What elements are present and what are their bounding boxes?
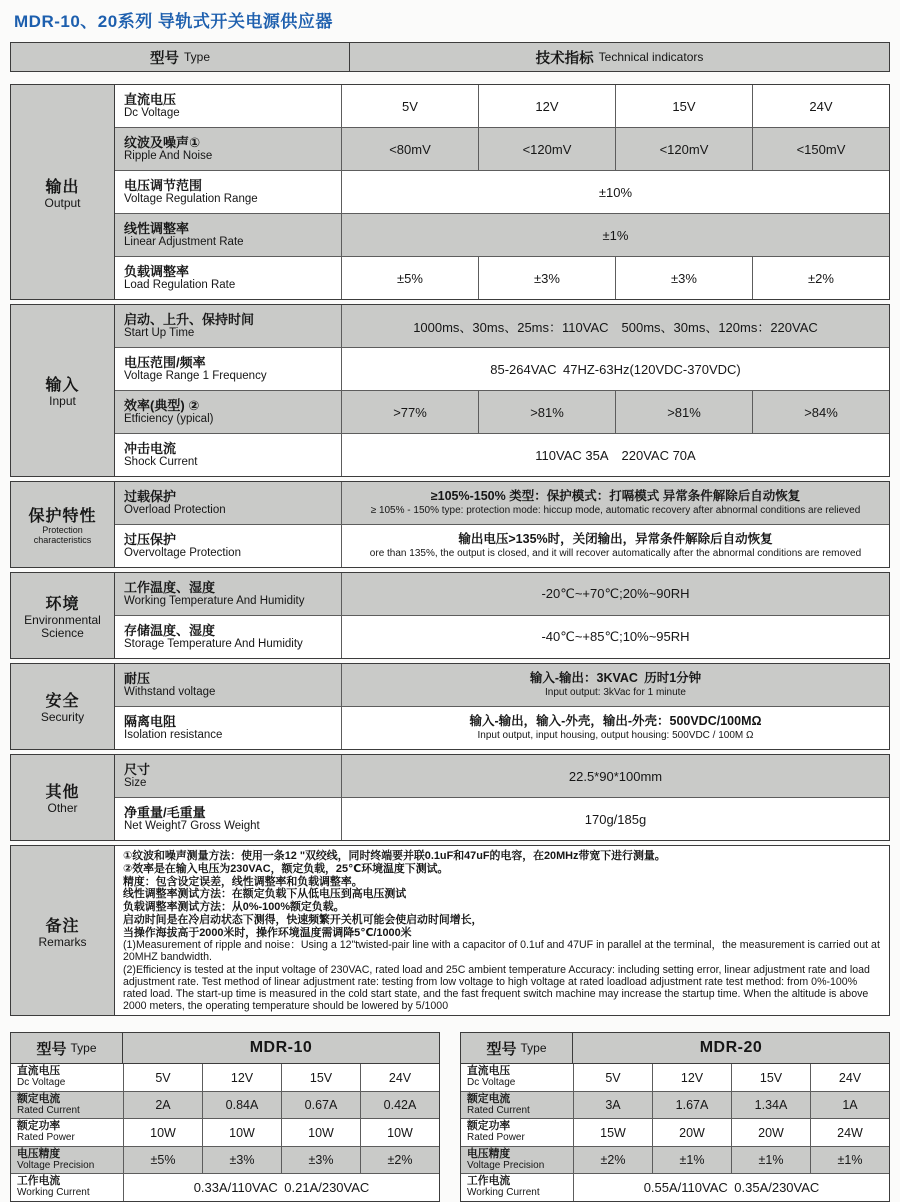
section-rows — [115, 573, 889, 658]
section-protection-characteristics — [10, 481, 890, 568]
row-values — [341, 128, 889, 170]
row-label-en: Overload Protection — [124, 504, 226, 517]
remark-line-zh: 负载调整率测试方法：从0%-100%额定负载。 — [123, 901, 345, 913]
model-row-label-zh: 额定功率 — [17, 1120, 61, 1133]
row-label-zh: 净重量/毛重量 — [124, 804, 206, 820]
row-label — [115, 525, 341, 567]
row-label — [115, 85, 341, 127]
model-value: 20W — [652, 1119, 731, 1146]
model-row-label-en: Rated Current — [17, 1104, 80, 1116]
row-label-zh: 启动、上升、保持时间 — [124, 311, 255, 327]
header-cell-type — [11, 43, 350, 71]
spec-value: ±3% — [615, 257, 752, 299]
row-label — [115, 616, 341, 658]
spec-row — [115, 347, 889, 390]
row-label — [115, 214, 341, 256]
model-value: 10W — [360, 1119, 439, 1146]
model-row-label-en: Working Current — [17, 1187, 90, 1199]
model-type-cell — [461, 1033, 573, 1063]
section-rows — [115, 85, 889, 299]
remark-line-zh: 线性调整率测试方法：在额定负载下从低电压到高电压测试 — [123, 888, 407, 901]
row-values — [341, 391, 889, 433]
row-label-en: Load Regulation Rate — [124, 279, 236, 292]
spec-value-zh: ≥105%-150% 类型：保护模式：打嗝模式 异常条件解除后自动恢复 — [430, 489, 801, 504]
model-row — [461, 1091, 889, 1119]
model-row-label-en: Rated Power — [467, 1132, 525, 1144]
spec-value: 85-264VAC 47HZ-63Hz(120VDC-370VDC) — [490, 361, 741, 377]
model-value: 24W — [810, 1119, 889, 1146]
model-row-values — [123, 1147, 439, 1174]
row-label-en: Voltage Regulation Range — [124, 193, 258, 206]
section-label-en: Input — [49, 394, 76, 409]
section-label-en: Output — [44, 195, 81, 210]
spec-value: 22.5*90*100mm — [568, 768, 663, 784]
model-row — [11, 1064, 439, 1091]
row-label-en: Working Temperature And Humidity — [124, 595, 305, 608]
section-label — [11, 305, 115, 476]
model-value: 2A — [123, 1092, 202, 1119]
spec-value-zh: 输入-输出，输入-外壳，输出-外壳：500VDC/100MΩ — [469, 714, 762, 729]
model-value: 1.67A — [652, 1092, 731, 1119]
model-row — [11, 1146, 439, 1174]
model-value: ±2% — [360, 1147, 439, 1174]
model-value: 10W — [123, 1119, 202, 1146]
model-value: 1A — [810, 1092, 889, 1119]
model-row-label — [461, 1119, 573, 1146]
spec-value: <120mV — [478, 128, 615, 170]
row-label-zh: 线性调整率 — [124, 220, 190, 236]
model-row — [461, 1064, 889, 1091]
model-value: 5V — [573, 1064, 652, 1091]
row-label — [115, 664, 341, 706]
row-value-span — [341, 755, 889, 797]
page-title: MDR-10、20系列 导轨式开关电源供应器 — [14, 12, 333, 31]
section-label-en: Environmental Science — [24, 612, 101, 640]
model-row-label-zh: 工作电流 — [467, 1175, 511, 1188]
model-row-label-zh: 工作电流 — [17, 1175, 61, 1188]
model-row — [461, 1118, 889, 1146]
row-values — [341, 257, 889, 299]
remarks-content — [115, 846, 889, 1015]
model-row — [11, 1118, 439, 1146]
model-row-label-en: Dc Voltage — [17, 1077, 66, 1089]
spec-row — [115, 127, 889, 170]
section-environmental-science — [10, 572, 890, 659]
spec-value: 5V — [341, 85, 478, 127]
model-value: 3A — [573, 1092, 652, 1119]
row-label — [115, 707, 341, 749]
spec-value: <150mV — [752, 128, 889, 170]
spec-row — [115, 706, 889, 749]
model-row-label — [11, 1174, 123, 1201]
remarks-label-zh: 备注 — [45, 917, 80, 935]
row-label-en: Start Up Time — [124, 327, 195, 340]
spec-value: ±10% — [598, 184, 633, 200]
model-value: 15W — [573, 1119, 652, 1146]
model-value: 0.42A — [360, 1092, 439, 1119]
model-type-zh: 型号 — [486, 1040, 517, 1058]
spec-row — [115, 797, 889, 840]
model-value: ±2% — [573, 1147, 652, 1174]
section-label-zh: 其他 — [45, 784, 80, 802]
spec-value: -20℃~+70℃;20%~90RH — [541, 586, 690, 601]
section-rows — [115, 664, 889, 749]
section-rows — [115, 755, 889, 840]
row-value-span — [341, 434, 889, 476]
section-label — [11, 664, 115, 749]
row-label-en: Overvoltage Protection — [124, 547, 241, 560]
model-value: 15V — [731, 1064, 810, 1091]
spec-row — [115, 213, 889, 256]
tech-label-en: Technical indicators — [598, 50, 704, 64]
type-label-en: Type — [183, 50, 210, 64]
section-label-zh: 保护特性 — [28, 508, 97, 526]
spec-value: >77% — [341, 391, 478, 433]
row-label-zh: 电压调节范围 — [124, 177, 203, 193]
spec-value: 24V — [752, 85, 889, 127]
section-label — [11, 755, 115, 840]
row-value-span — [341, 348, 889, 390]
model-value: 0.67A — [281, 1092, 360, 1119]
model-row-label — [11, 1092, 123, 1119]
model-row — [461, 1146, 889, 1174]
model-row-values — [573, 1092, 889, 1119]
spec-row — [115, 256, 889, 299]
spec-value: 1000ms、30ms、25ms：110VAC 500ms、30ms、120ms：220VAC — [413, 319, 818, 335]
row-label-zh: 负载调整率 — [124, 263, 190, 279]
model-row-label-en: Rated Power — [17, 1132, 75, 1144]
model-value: ±3% — [202, 1147, 281, 1174]
model-row — [11, 1173, 439, 1201]
section-label-en: Security — [40, 710, 85, 725]
spec-row — [115, 433, 889, 476]
model-name: MDR-10 — [249, 1039, 313, 1057]
spec-value-en: ≥ 105% - 150% type: protection mode: hiccup mode, automatic recovery after abnormal conditions are relieved — [370, 504, 861, 516]
section-input — [10, 304, 890, 477]
spec-value: ±5% — [341, 257, 478, 299]
row-value-span — [341, 664, 889, 706]
row-label-zh: 耐压 — [124, 670, 151, 686]
spec-row — [115, 305, 889, 347]
remarks-label-en: Remarks — [38, 934, 87, 949]
spec-value: ±3% — [478, 257, 615, 299]
section-security — [10, 663, 890, 750]
model-row — [461, 1173, 889, 1201]
model-value: 12V — [652, 1064, 731, 1091]
row-label-en: Net Weight7 Gross Weight — [124, 820, 260, 833]
row-label — [115, 348, 341, 390]
row-label — [115, 171, 341, 213]
row-value-span — [341, 616, 889, 658]
row-label — [115, 573, 341, 615]
row-label-zh: 工作温度、湿度 — [124, 579, 216, 595]
model-value: 10W — [281, 1119, 360, 1146]
section-label — [11, 573, 115, 658]
model-row-label — [11, 1064, 123, 1091]
model-row-label-en: Working Current — [467, 1187, 540, 1199]
row-label-en: Voltage Range 1 Frequency — [124, 370, 267, 383]
model-row-label — [461, 1092, 573, 1119]
spec-value: 12V — [478, 85, 615, 127]
spec-value: 170g/185g — [584, 811, 647, 827]
model-table-header — [461, 1033, 889, 1064]
row-label-en: Storage Temperature And Humidity — [124, 638, 303, 651]
row-label-zh: 冲击电流 — [124, 440, 177, 456]
model-value-span: 0.55A/110VAC 0.35A/230VAC — [573, 1174, 889, 1201]
model-row — [11, 1091, 439, 1119]
row-value-span — [341, 482, 889, 524]
spec-table — [10, 84, 890, 1016]
model-row-values — [573, 1119, 889, 1146]
spec-row — [115, 482, 889, 524]
header-table — [10, 42, 890, 72]
section-label — [11, 482, 115, 567]
model-value: 1.34A — [731, 1092, 810, 1119]
section-rows — [115, 482, 889, 567]
section-label-zh: 输入 — [45, 377, 80, 395]
model-row-values — [573, 1064, 889, 1091]
model-row-label-en: Rated Current — [467, 1104, 530, 1116]
row-label-en: Etficiency (ypical) — [124, 413, 214, 426]
row-value-span — [341, 573, 889, 615]
row-label-zh: 直流电压 — [124, 91, 177, 107]
model-value: ±5% — [123, 1147, 202, 1174]
model-type-en: Type — [70, 1041, 97, 1056]
spec-value: >81% — [478, 391, 615, 433]
section-label-zh: 环境 — [45, 595, 80, 613]
row-label-zh: 隔离电阻 — [124, 713, 177, 729]
row-value-span — [341, 214, 889, 256]
spec-value-zh: 输入-输出：3KVAC 历时1分钟 — [529, 671, 702, 686]
spec-value: <80mV — [341, 128, 478, 170]
spec-value: 110VAC 35A 220VAC 70A — [535, 447, 696, 463]
row-label — [115, 434, 341, 476]
row-label — [115, 391, 341, 433]
section-rows — [115, 305, 889, 476]
remark-paragraph-en: (2)Efficiency is tested at the input voltage of 230VAC, rated load and 25C ambient temperature Accuracy: including setting error, linear adjustment rate and load adjustment rate. Test method of linear adjustment rate: testing from low voltage to high voltage at rated loadload adjustment rate test method: from 0%-100% rated load. The start-up time is measured in the cold start state, and the fast frequent switch machine may increase the startup time. When the altitude is above 2000 meters, the operating temperature should be lowered by 5/1000 — [123, 963, 870, 1013]
row-value-span — [341, 525, 889, 567]
row-label-en: Ripple And Noise — [124, 150, 213, 163]
model-row-label — [461, 1064, 573, 1091]
row-value-span — [341, 707, 889, 749]
model-value-span: 0.33A/110VAC 0.21A/230VAC — [123, 1174, 439, 1201]
spec-row — [115, 524, 889, 567]
row-label-en: Isolation resistance — [124, 729, 223, 742]
model-row-label-zh: 额定电流 — [467, 1092, 511, 1105]
remark-line-zh: ②效率是在输入电压为230VAC，额定负载，25℃环境温度下测试。 — [123, 862, 449, 875]
row-label-en: Linear Adjustment Rate — [124, 236, 244, 249]
row-label — [115, 305, 341, 347]
row-label — [115, 798, 341, 840]
model-type-zh: 型号 — [36, 1040, 67, 1058]
row-label-zh: 纹波及噪声① — [124, 134, 201, 150]
remark-line-zh: 精度：包含设定误差，线性调整率和负载调整率。 — [123, 875, 363, 888]
spec-value: ±2% — [752, 257, 889, 299]
model-row-values — [573, 1147, 889, 1174]
section-label-en: Protection characteristics — [33, 525, 92, 545]
model-row-label-zh: 额定电流 — [17, 1092, 61, 1105]
row-label — [115, 257, 341, 299]
spec-value: -40℃~+85℃;10%~95RH — [541, 629, 690, 644]
model-value: 0.84A — [202, 1092, 281, 1119]
model-value: ±1% — [810, 1147, 889, 1174]
spec-row — [115, 615, 889, 658]
row-value-span — [341, 798, 889, 840]
spec-value: >81% — [615, 391, 752, 433]
model-row-label — [461, 1147, 573, 1174]
row-values — [341, 85, 889, 127]
row-label-zh: 过压保护 — [124, 531, 177, 547]
row-value-span — [341, 171, 889, 213]
section-label-zh: 安全 — [45, 693, 80, 711]
model-value: ±1% — [652, 1147, 731, 1174]
model-value: 12V — [202, 1064, 281, 1091]
model-row-label-en: Voltage Precision — [467, 1159, 545, 1171]
section-label — [11, 85, 115, 299]
spec-value-en: Input output, input housing, output housing: 500VDC / 100M Ω — [477, 729, 754, 741]
model-value: 24V — [810, 1064, 889, 1091]
section-label-zh: 输出 — [45, 178, 80, 196]
section-output — [10, 84, 890, 300]
spec-value: >84% — [752, 391, 889, 433]
spec-value: <120mV — [615, 128, 752, 170]
model-value: 20W — [731, 1119, 810, 1146]
spec-row — [115, 573, 889, 615]
model-row-label — [11, 1147, 123, 1174]
section-label-en: Other — [47, 801, 78, 816]
spec-row — [115, 170, 889, 213]
spec-value: ±1% — [602, 227, 629, 243]
spec-row — [115, 390, 889, 433]
remark-line-zh: 当操作海拔高于2000米时，操作环境温度需调降5℃/1000米 — [123, 926, 412, 939]
model-row-label-zh: 额定功率 — [467, 1120, 511, 1133]
model-row-label-zh: 电压精度 — [467, 1147, 511, 1160]
spec-row — [115, 664, 889, 706]
spec-value-en: ore than 135%, the output is closed, and it will recover automatically after the abnormal conditions are removed — [369, 547, 862, 559]
model-table-header — [11, 1033, 439, 1064]
row-label-en: Withstand voltage — [124, 686, 216, 699]
section-remarks — [10, 845, 890, 1016]
remark-line-zh: 启动时间是在冷启动状态下测得，快速频繁开关机可能会使启动时间增长， — [123, 913, 483, 926]
model-row-label — [11, 1119, 123, 1146]
row-label-zh: 存储温度、湿度 — [124, 622, 216, 638]
type-label-zh: 型号 — [149, 50, 179, 67]
row-label-en: Shock Current — [124, 456, 198, 469]
remark-paragraph-en: (1)Measurement of ripple and noise：Using a 12"twisted-pair line with a capacitor of 0.1uf and 47UF in parallel at the terminal，the measurement is carried out at 20MHZ bandwidth. — [123, 939, 880, 964]
model-tables — [10, 1032, 890, 1202]
row-label — [115, 128, 341, 170]
model-value: 24V — [360, 1064, 439, 1091]
row-label — [115, 755, 341, 797]
model-table-mdr-10 — [10, 1032, 440, 1202]
model-value: ±3% — [281, 1147, 360, 1174]
model-value: ±1% — [731, 1147, 810, 1174]
model-value: 15V — [281, 1064, 360, 1091]
row-label-zh: 效率(典型) ② — [124, 397, 200, 413]
model-row-label-en: Dc Voltage — [467, 1077, 516, 1089]
spec-value-zh: 输出电压>135%时，关闭输出，异常条件解除后自动恢复 — [458, 532, 773, 547]
model-value: 10W — [202, 1119, 281, 1146]
spec-row — [115, 85, 889, 127]
model-name: MDR-20 — [699, 1039, 763, 1057]
model-row-label-zh: 直流电压 — [467, 1065, 511, 1078]
header-cell-tech-indicators — [350, 43, 889, 71]
model-table-mdr-20 — [460, 1032, 890, 1202]
model-row-label-zh: 直流电压 — [17, 1065, 61, 1078]
model-type-en: Type — [520, 1041, 547, 1056]
tech-label-zh: 技术指标 — [535, 50, 594, 67]
row-label-en: Size — [124, 777, 147, 790]
row-label — [115, 482, 341, 524]
remarks-label — [11, 846, 115, 1015]
section-other — [10, 754, 890, 841]
model-row-values — [123, 1064, 439, 1091]
model-row-values — [123, 1119, 439, 1146]
model-row-label-en: Voltage Precision — [17, 1159, 95, 1171]
row-label-zh: 尺寸 — [124, 761, 151, 777]
model-type-cell — [11, 1033, 123, 1063]
model-row-label-zh: 电压精度 — [17, 1147, 61, 1160]
spec-row — [115, 755, 889, 797]
model-row-values — [123, 1092, 439, 1119]
spec-value: 15V — [615, 85, 752, 127]
spec-value-en: Input output: 3kVac for 1 minute — [544, 686, 686, 698]
row-label-zh: 过载保护 — [124, 488, 177, 504]
row-label-zh: 电压范围/频率 — [124, 354, 206, 370]
row-value-span — [341, 305, 889, 347]
model-row-label — [461, 1174, 573, 1201]
row-label-en: Dc Voltage — [124, 107, 180, 120]
model-value: 5V — [123, 1064, 202, 1091]
remark-line-zh: ①纹波和噪声测量方法：使用一条12 "双绞线，同时终端要并联0.1uF和47uF的电容，在20MHz带宽下进行测量。 — [123, 850, 666, 862]
